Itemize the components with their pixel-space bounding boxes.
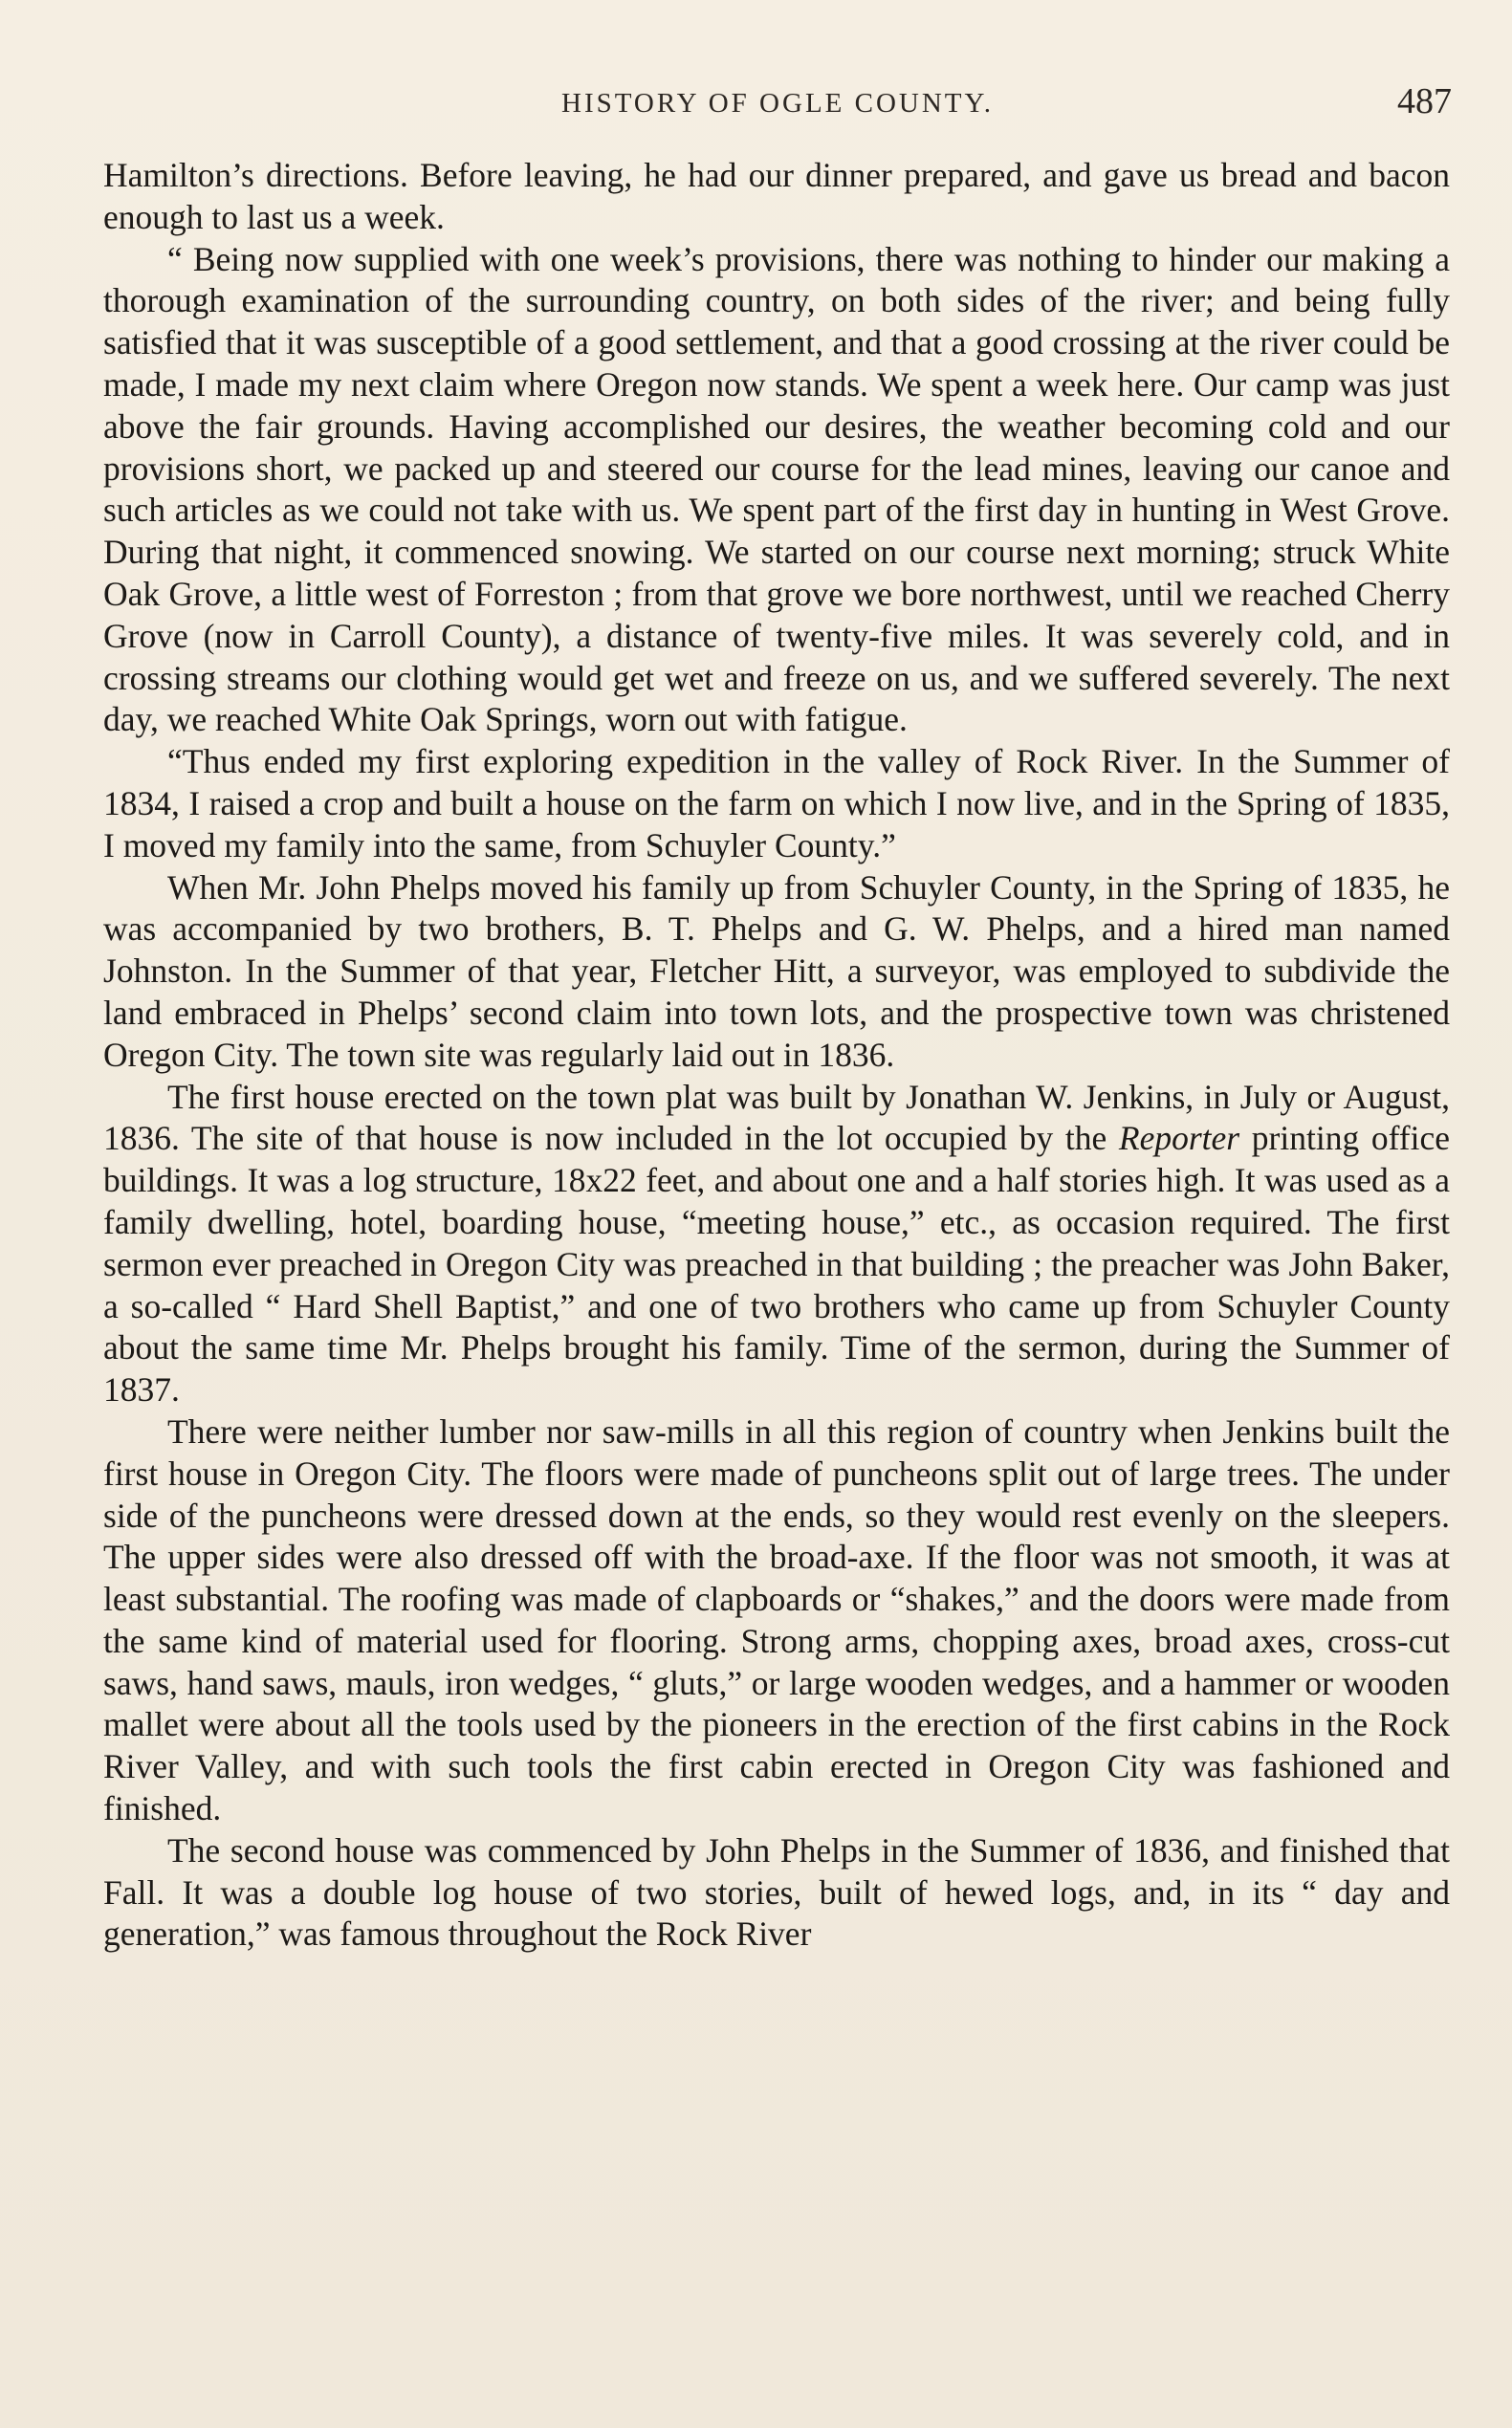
page-number: 487 [1397, 81, 1452, 121]
paragraph-5 [103, 1077, 1450, 1411]
paragraph-4: When Mr. John Phelps moved his family up from Schuyler County, in the Spring of 1835, he was accompanied by two brothers, B. T. Phelps and G. W. Phelps, and a hired man named Johnston. In the Summer of that year, Fletcher Hitt, a surveyor, was employed to subdivide the land embraced in Phelps’ second claim into town lots, and the prospective town was christened Oregon City. The town site was regularly laid out in 1836. [103, 867, 1450, 1074]
paragraph-5-part-2: printing office buildings. It was a log structure, 18x22 feet, and about one and a half stories high. It was used as a family dwelling, hotel, boarding house, “meeting house,” etc., as occasion required. The first sermon ever preached in Oregon City was preached in that building ; the preacher was John Baker, a so-called “ Hard Shell Baptist,” and one of two brothers who came up from Schuyler County about the same time Mr. Phelps brought his family. Time of the sermon, during the Summer of 1837. [103, 1119, 1450, 1410]
paragraph-7: The second house was commenced by John Phelps in the Summer of 1836, and finished that Fall. It was a double log house of two stories, built of hewed logs, and, in its “ day and generation,” was famous throughout the Rock River [103, 1830, 1450, 1954]
running-head [103, 80, 1452, 128]
newspaper-name: Reporter [1118, 1119, 1240, 1158]
paragraph-1: Hamilton’s directions. Before leaving, he had our dinner prepared, and gave us bread and bacon enough to last us a week. [103, 156, 1450, 236]
running-title: HISTORY OF OGLE COUNTY. [561, 88, 994, 119]
paragraph-5-part-1: The first house erected on the town plat was built by Jonathan W. Jenkins, in July or August, 1836. The site of that house is now included in the lot occupied by the [103, 1077, 1450, 1158]
paragraph-3: “Thus ended my first exploring expedition in the valley of Rock River. In the Summer of 1834, I raised a crop and built a house on the farm on which I now live, and in the Spring of 1835, I moved my family into the same, from Schuyler County.” [103, 742, 1450, 864]
paragraph-2: “ Being now supplied with one week’s provisions, there was nothing to hinder our making a thorough examination of the surrounding country, on both sides of the river; and being fully satisfied that it was susceptible of a good settlement, and that a good crossing at the river could be made, I made my next claim where Oregon now stands. We spent a week here. Our camp was just above the fair grounds. Having accomplished our desires, the weather becoming cold and our provisions short, we packed up and steered our course for the lead mines, leaving our canoe and such articles as we could not take with us. We spent part of the first day in hunting in West Grove. During that night, it commenced snowing. We started on our course next morning; struck White Oak Grove, a little west of Forreston ; from that grove we bore northwest, until we reached Cherry Grove (now in Carroll County), a distance of twenty-five miles. It was severely cold, and in crossing streams our clothing would get wet and freeze on us, and we suffered severely. The next day, we reached White Oak Springs, worn out with fatigue. [103, 239, 1450, 739]
body-text [103, 155, 1450, 1956]
paragraph-6: There were neither lumber nor saw-mills in all this region of country when Jenkins built the first house in Oregon City. The floors were made of puncheons split out of large trees. The under side of the puncheons were dressed down at the ends, so they would rest evenly on the sleepers. The upper sides were also dressed off with the broad-axe. If the floor was not smooth, it was at least substantial. The roofing was made of clapboards or “shakes,” and the doors were made from the same kind of material used for flooring. Strong arms, chopping axes, broad axes, cross-cut saws, hand saws, mauls, iron wedges, “ gluts,” or large wooden wedges, and a hammer or wooden mallet were about all the tools used by the pioneers in the erection of the first cabins in the Rock River Valley, and with such tools the first cabin erected in Oregon City was fashioned and finished. [103, 1411, 1450, 1828]
